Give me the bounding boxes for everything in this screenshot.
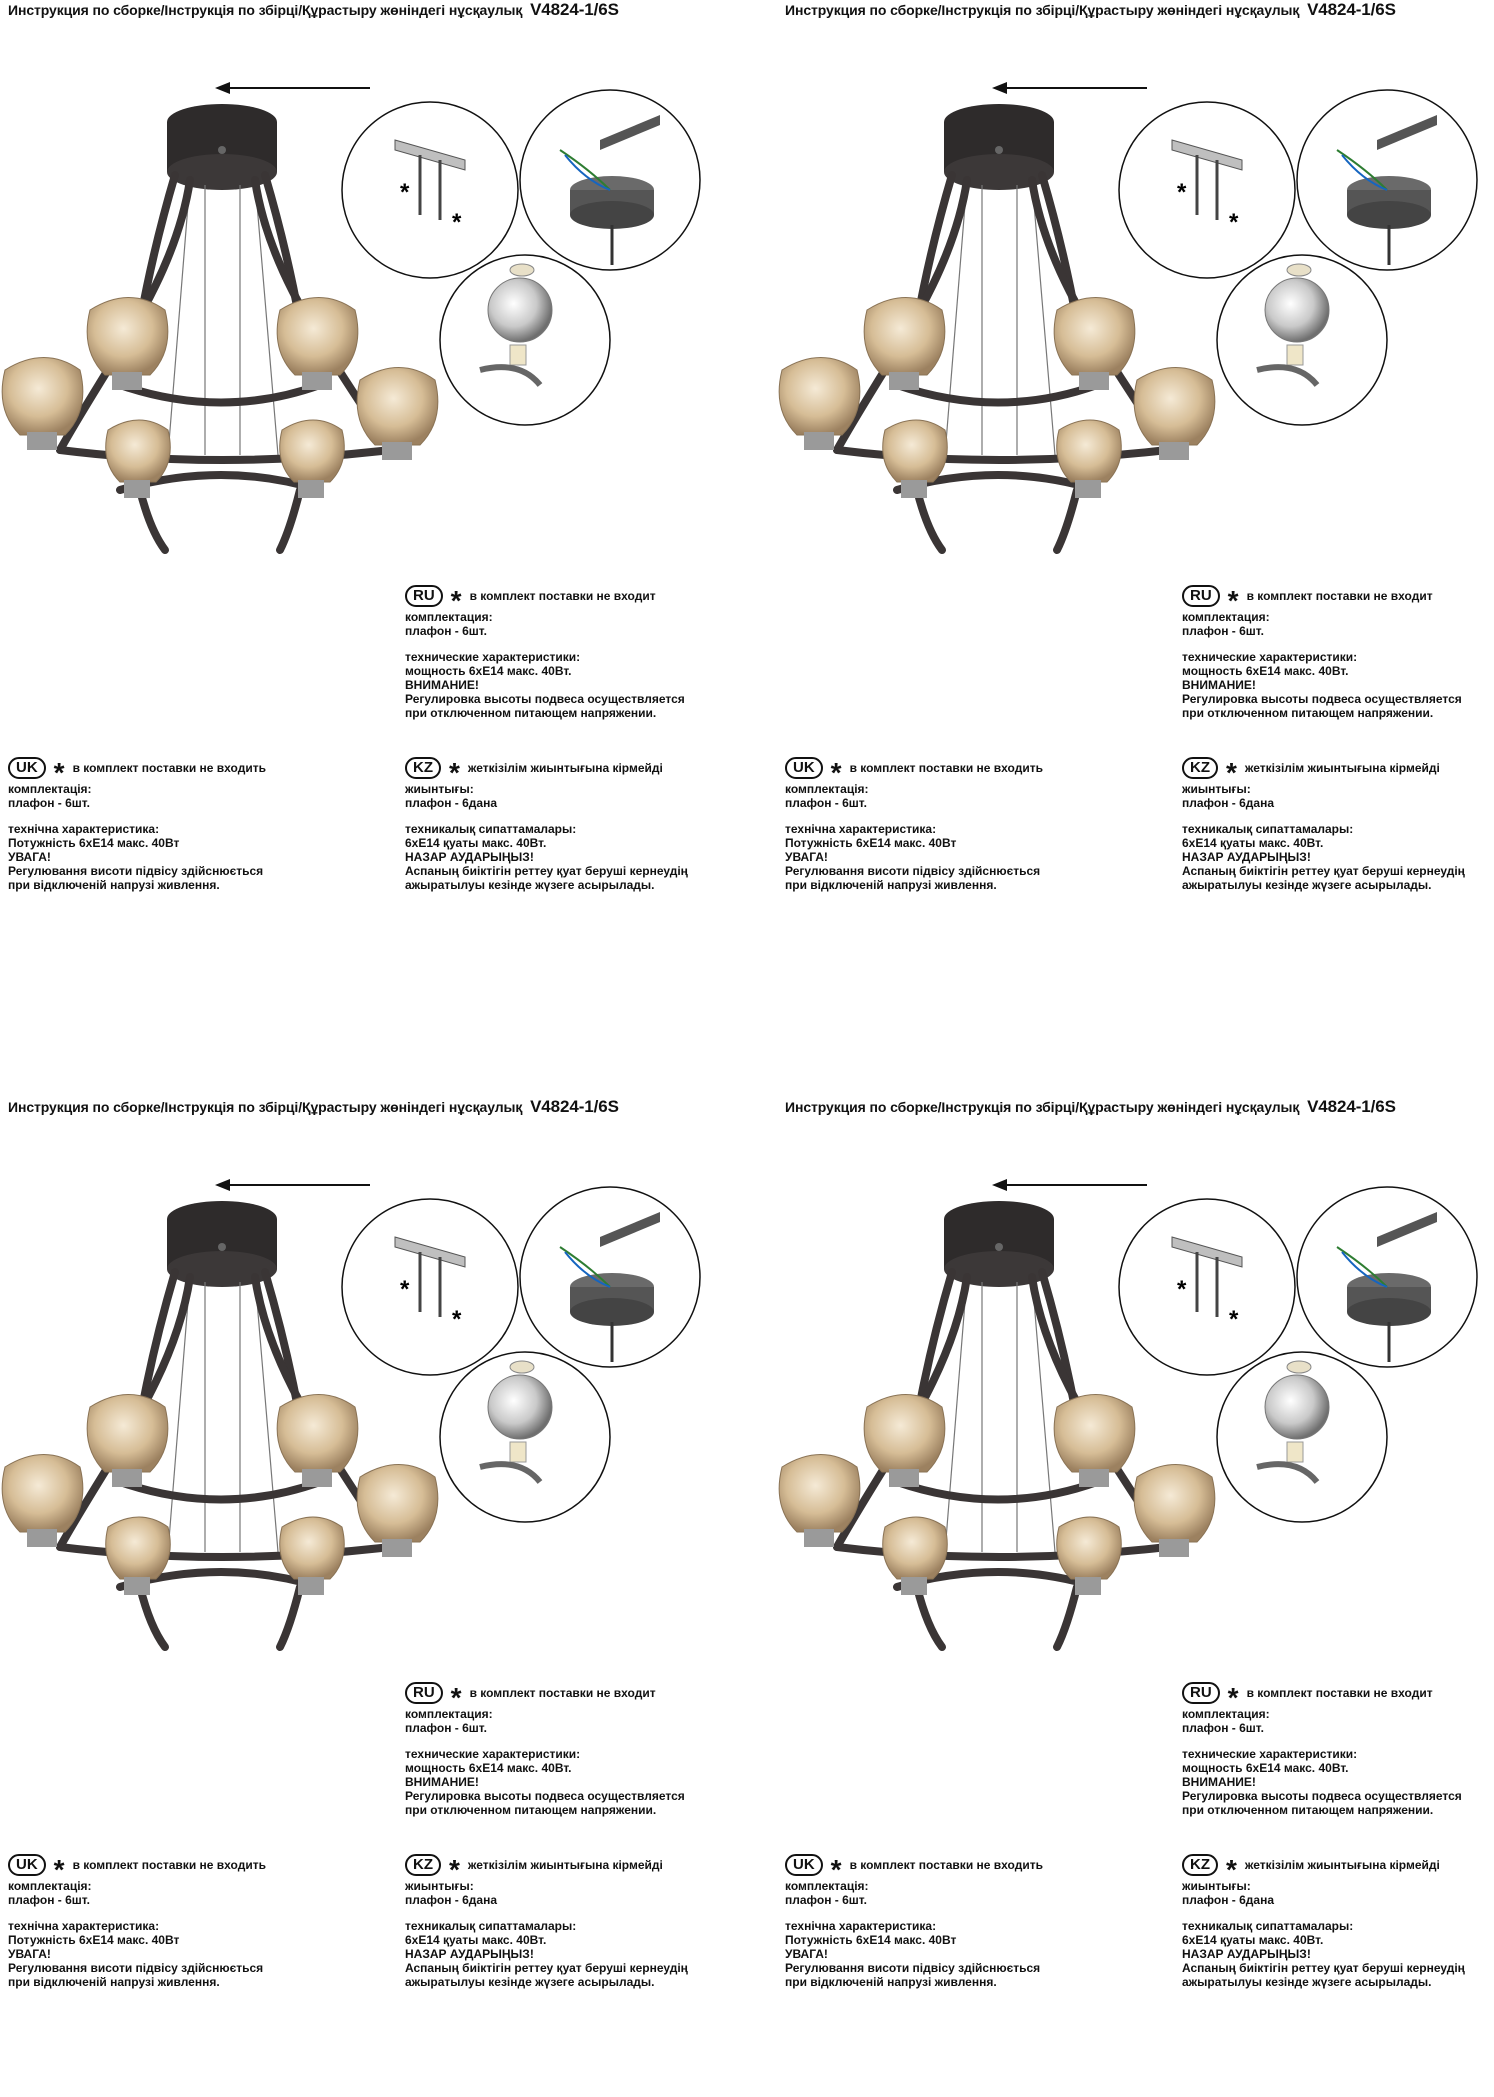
star-mark: *: [53, 757, 65, 788]
shade: [883, 1517, 948, 1595]
kz-badge: KZ: [405, 757, 441, 779]
direction-arrow: [215, 1179, 370, 1191]
kz-badge: KZ: [405, 1854, 441, 1876]
detail-shade: [1217, 1352, 1387, 1522]
shade: [1134, 368, 1215, 461]
not-included-note: жеткізілім жиынтығына кірмейді: [467, 761, 663, 775]
kz-line: 6хЕ14 қуаты макс. 40Вт.: [1182, 1933, 1324, 1947]
uk-line: плафон - 6шт.: [8, 796, 90, 810]
shade: [280, 420, 345, 498]
uk-line: при відключеній напрузі живлення.: [785, 1975, 997, 1989]
ru-line: мощность 6хЕ14 макс. 40Вт.: [405, 1761, 572, 1775]
uk-line: плафон - 6шт.: [8, 1893, 90, 1907]
ru-line: ВНИМАНИЕ!: [405, 678, 479, 692]
detail-wiring: [1297, 1187, 1477, 1367]
not-included-note: в комплект поставки не входит: [1246, 1686, 1433, 1700]
ru-section: [1182, 585, 1462, 720]
detail-wiring: [520, 90, 700, 270]
glass-shades: [2, 298, 438, 499]
uk-line: Потужність 6хЕ14 макс. 40Вт: [8, 836, 180, 850]
uk-badge: UK: [785, 1854, 823, 1876]
kz-section: [1182, 757, 1465, 892]
ru-section: [405, 585, 685, 720]
uk-badge: UK: [8, 1854, 46, 1876]
kz-line: ажыратылуы кезінде жүзеге асырылады.: [1182, 1975, 1432, 1989]
ru-line: Регулировка высоты подвеса осуществляется: [405, 1789, 685, 1803]
uk-section: [8, 1854, 266, 1989]
uk-line: технічна характеристика:: [785, 1919, 937, 1933]
ru-line: при отключенном питающем напряжении.: [405, 706, 657, 720]
ru-line: при отключенном питающем напряжении.: [1182, 706, 1434, 720]
kz-line: плафон - 6дана: [1182, 1893, 1275, 1907]
kz-section: [405, 757, 688, 892]
star-mark: *: [1229, 1306, 1239, 1333]
not-included-note: в комплект поставки не входить: [72, 761, 266, 775]
instruction-sheet: [777, 0, 1494, 1000]
kz-section: [405, 1854, 688, 1989]
glass-shades: [779, 298, 1215, 499]
title-text: Инструкция по сборке/Інструкція по збірці/Құрастыру жөніндегі нұсқаулық: [785, 2, 1300, 18]
ru-line: технические характеристики:: [405, 1747, 581, 1761]
sheet-title: [8, 0, 619, 20]
star-mark: *: [1226, 757, 1237, 788]
star-mark: *: [449, 757, 460, 788]
shade: [87, 1395, 168, 1488]
shade: [864, 1395, 945, 1488]
kz-line: Аспаның биіктігін реттеу қуат беруші кернеудің: [405, 1961, 688, 1975]
kz-line: Аспаның биіктігін реттеу қуат беруші кернеудің: [1182, 864, 1465, 878]
kz-line: НАЗАР АУДАРЫҢЫЗ!: [405, 850, 534, 864]
uk-badge: UK: [785, 757, 823, 779]
not-included-note: в комплект поставки не входить: [849, 1858, 1043, 1872]
not-included-note: в комплект поставки не входит: [469, 589, 656, 603]
shade: [106, 1517, 171, 1595]
kz-line: 6хЕ14 қуаты макс. 40Вт.: [1182, 836, 1324, 850]
shade: [1134, 1465, 1215, 1558]
ru-line: плафон - 6шт.: [405, 624, 487, 638]
ru-badge: RU: [1182, 1682, 1220, 1704]
kz-line: плафон - 6дана: [405, 796, 498, 810]
uk-section: [785, 1854, 1043, 1989]
kz-line: НАЗАР АУДАРЫҢЫЗ!: [1182, 1947, 1311, 1961]
ru-line: мощность 6хЕ14 макс. 40Вт.: [1182, 1761, 1349, 1775]
uk-line: комплектація:: [8, 1879, 92, 1893]
ceiling-canopy: [167, 104, 277, 190]
kz-line: Аспаның биіктігін реттеу қуат беруші кернеудің: [1182, 1961, 1465, 1975]
kz-line: Аспаның биіктігін реттеу қуат беруші кернеудің: [405, 864, 688, 878]
ru-line: комплектация:: [1182, 610, 1270, 624]
star-mark: *: [452, 1306, 462, 1333]
kz-line: техникалық сипаттамалары:: [1182, 822, 1354, 836]
direction-arrow: [215, 82, 370, 94]
shade: [1057, 1517, 1122, 1595]
not-included-note: в комплект поставки не входить: [849, 761, 1043, 775]
ru-section: [1182, 1682, 1462, 1817]
model-number: V4824-1/6S: [1307, 0, 1396, 19]
sheet-title: [8, 1097, 619, 1117]
uk-line: Регулювання висоти підвісу здійснюється: [8, 1961, 264, 1975]
uk-line: комплектація:: [785, 782, 869, 796]
star-mark: *: [400, 179, 410, 206]
uk-line: плафон - 6шт.: [785, 796, 867, 810]
kz-line: жиынтығы:: [405, 782, 474, 796]
uk-line: технічна характеристика:: [785, 822, 937, 836]
uk-line: Потужність 6хЕ14 макс. 40Вт: [8, 1933, 180, 1947]
star-mark: *: [1177, 1276, 1187, 1303]
uk-line: технічна характеристика:: [8, 1919, 160, 1933]
kz-line: жиынтығы:: [405, 1879, 474, 1893]
model-number: V4824-1/6S: [530, 0, 619, 19]
detail-shade: [440, 255, 610, 425]
uk-badge: UK: [8, 757, 46, 779]
uk-line: при відключеній напрузі живлення.: [8, 878, 220, 892]
title-text: Инструкция по сборке/Інструкція по збірці/Құрастыру жөніндегі нұсқаулық: [785, 1099, 1300, 1115]
sheet-title: [785, 0, 1396, 20]
shade: [357, 1465, 438, 1558]
star-mark: *: [830, 757, 842, 788]
not-included-note: жеткізілім жиынтығына кірмейді: [1244, 761, 1440, 775]
ru-line: при отключенном питающем напряжении.: [405, 1803, 657, 1817]
uk-line: Потужність 6хЕ14 макс. 40Вт: [785, 1933, 957, 1947]
detail-wiring: [520, 1187, 700, 1367]
shade: [280, 1517, 345, 1595]
glass-shades: [2, 1395, 438, 1596]
ru-line: плафон - 6шт.: [1182, 1721, 1264, 1735]
kz-line: ажыратылуы кезінде жүзеге асырылады.: [1182, 878, 1432, 892]
detail-bracket: [1119, 1199, 1295, 1375]
ru-line: при отключенном питающем напряжении.: [1182, 1803, 1434, 1817]
glass-shades: [779, 1395, 1215, 1596]
ceiling-canopy: [944, 1201, 1054, 1287]
uk-line: плафон - 6шт.: [785, 1893, 867, 1907]
ru-line: Регулировка высоты подвеса осуществляется: [1182, 1789, 1462, 1803]
ru-line: ВНИМАНИЕ!: [405, 1775, 479, 1789]
uk-line: УВАГА!: [785, 1947, 828, 1961]
star-mark: *: [830, 1854, 842, 1885]
not-included-note: жеткізілім жиынтығына кірмейді: [467, 1858, 663, 1872]
star-mark: *: [1177, 179, 1187, 206]
kz-line: ажыратылуы кезінде жүзеге асырылады.: [405, 878, 655, 892]
detail-shade: [440, 1352, 610, 1522]
chandelier-illustration: [777, 1157, 1494, 1657]
uk-section: [8, 757, 266, 892]
uk-line: УВАГА!: [8, 850, 51, 864]
shade: [357, 368, 438, 461]
uk-line: Потужність 6хЕ14 макс. 40Вт: [785, 836, 957, 850]
star-mark: *: [450, 585, 462, 616]
kz-badge: KZ: [1182, 1854, 1218, 1876]
uk-line: УВАГА!: [785, 850, 828, 864]
kz-line: техникалық сипаттамалары:: [1182, 1919, 1354, 1933]
uk-line: Регулювання висоти підвісу здійснюється: [785, 1961, 1041, 1975]
star-mark: *: [1226, 1854, 1237, 1885]
star-mark: *: [449, 1854, 460, 1885]
detail-bracket: [342, 102, 518, 278]
star-mark: *: [400, 1276, 410, 1303]
detail-shade: [1217, 255, 1387, 425]
ru-line: плафон - 6шт.: [405, 1721, 487, 1735]
direction-arrow: [992, 1179, 1147, 1191]
kz-line: плафон - 6дана: [405, 1893, 498, 1907]
star-mark: *: [1229, 209, 1239, 236]
ru-badge: RU: [405, 585, 443, 607]
star-mark: *: [452, 209, 462, 236]
detail-bracket: [342, 1199, 518, 1375]
not-included-note: в комплект поставки не входит: [1246, 589, 1433, 603]
shade: [883, 420, 948, 498]
ru-line: Регулировка высоты подвеса осуществляется: [1182, 692, 1462, 706]
ru-line: ВНИМАНИЕ!: [1182, 1775, 1256, 1789]
ru-line: технические характеристики:: [405, 650, 581, 664]
kz-line: жиынтығы:: [1182, 782, 1251, 796]
sheet-title: [785, 1097, 1396, 1117]
chandelier-illustration: [0, 60, 747, 560]
title-text: Инструкция по сборке/Інструкція по збірці/Құрастыру жөніндегі нұсқаулық: [8, 1099, 523, 1115]
not-included-note: жеткізілім жиынтығына кірмейді: [1244, 1858, 1440, 1872]
star-mark: *: [53, 1854, 65, 1885]
kz-line: 6хЕ14 қуаты макс. 40Вт.: [405, 1933, 547, 1947]
instruction-sheet: [0, 1097, 747, 2097]
not-included-note: в комплект поставки не входить: [72, 1858, 266, 1872]
star-mark: *: [1227, 585, 1239, 616]
uk-line: Регулювання висоти підвісу здійснюється: [8, 864, 264, 878]
star-mark: *: [1227, 1682, 1239, 1713]
ru-line: Регулировка высоты подвеса осуществляется: [405, 692, 685, 706]
title-text: Инструкция по сборке/Інструкція по збірці/Құрастыру жөніндегі нұсқаулық: [8, 2, 523, 18]
ru-line: комплектация:: [405, 610, 493, 624]
kz-line: техникалық сипаттамалары:: [405, 822, 577, 836]
ru-line: технические характеристики:: [1182, 1747, 1358, 1761]
uk-line: УВАГА!: [8, 1947, 51, 1961]
kz-line: жиынтығы:: [1182, 1879, 1251, 1893]
ru-line: комплектация:: [1182, 1707, 1270, 1721]
ru-line: технические характеристики:: [1182, 650, 1358, 664]
ru-line: комплектация:: [405, 1707, 493, 1721]
instruction-sheet: [0, 0, 747, 1000]
model-number: V4824-1/6S: [530, 1097, 619, 1116]
uk-section: [785, 757, 1043, 892]
ceiling-canopy: [167, 1201, 277, 1287]
kz-line: НАЗАР АУДАРЫҢЫЗ!: [405, 1947, 534, 1961]
ru-badge: RU: [1182, 585, 1220, 607]
chandelier-illustration: [777, 60, 1494, 560]
instruction-sheet: [777, 1097, 1494, 2097]
detail-wiring: [1297, 90, 1477, 270]
uk-line: комплектація:: [8, 782, 92, 796]
ru-line: мощность 6хЕ14 макс. 40Вт.: [405, 664, 572, 678]
kz-line: ажыратылуы кезінде жүзеге асырылады.: [405, 1975, 655, 1989]
shade: [87, 298, 168, 391]
detail-bracket: [1119, 102, 1295, 278]
ru-line: плафон - 6шт.: [1182, 624, 1264, 638]
shade: [1057, 420, 1122, 498]
model-number: V4824-1/6S: [1307, 1097, 1396, 1116]
kz-section: [1182, 1854, 1465, 1989]
kz-badge: KZ: [1182, 757, 1218, 779]
shade: [864, 298, 945, 391]
ru-line: ВНИМАНИЕ!: [1182, 678, 1256, 692]
uk-line: технічна характеристика:: [8, 822, 160, 836]
chandelier-illustration: [0, 1157, 747, 1657]
ru-section: [405, 1682, 685, 1817]
direction-arrow: [992, 82, 1147, 94]
kz-line: техникалық сипаттамалары:: [405, 1919, 577, 1933]
uk-line: при відключеній напрузі живлення.: [8, 1975, 220, 1989]
ceiling-canopy: [944, 104, 1054, 190]
uk-line: комплектація:: [785, 1879, 869, 1893]
uk-line: Регулювання висоти підвісу здійснюється: [785, 864, 1041, 878]
kz-line: НАЗАР АУДАРЫҢЫЗ!: [1182, 850, 1311, 864]
not-included-note: в комплект поставки не входит: [469, 1686, 656, 1700]
star-mark: *: [450, 1682, 462, 1713]
uk-line: при відключеній напрузі живлення.: [785, 878, 997, 892]
ru-line: мощность 6хЕ14 макс. 40Вт.: [1182, 664, 1349, 678]
kz-line: плафон - 6дана: [1182, 796, 1275, 810]
shade: [106, 420, 171, 498]
kz-line: 6хЕ14 қуаты макс. 40Вт.: [405, 836, 547, 850]
ru-badge: RU: [405, 1682, 443, 1704]
